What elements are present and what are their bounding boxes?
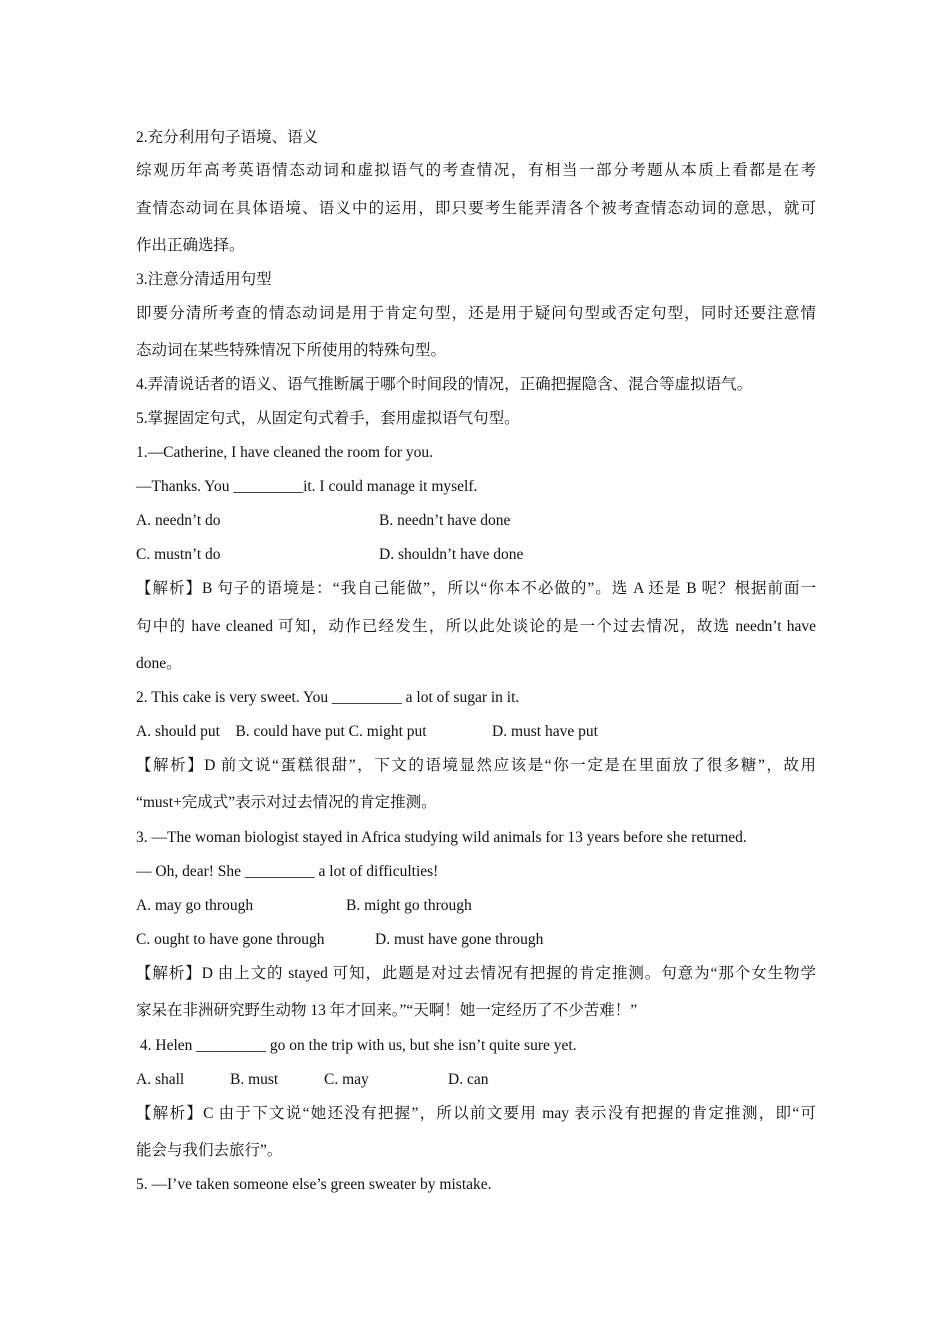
- question-4-explanation-line: 能会与我们去旅行”。: [136, 1142, 283, 1159]
- question-1-option-b: B. needn’t have done: [379, 512, 511, 529]
- tip-4: 4.弄清说话者的语义、语气推断属于哪个时间段的情况，正确把握隐含、混合等虚拟语气。: [136, 376, 753, 393]
- question-2-explanation-line: 【解析】D 前文说“蛋糕很甜”，下文的语境显然应该是“你一定是在里面放了很多糖”，故用: [136, 757, 816, 774]
- question-3-option-a: A. may go through: [136, 897, 254, 914]
- question-2-prompt: 2. This cake is very sweet. You _________ a lot of sugar in it.: [136, 689, 520, 706]
- tip-3-body-line: 态动词在某些特殊情况下所使用的特殊句型。: [136, 342, 447, 359]
- question-1-reply: —Thanks. You _________it. I could manage it myself.: [136, 478, 478, 495]
- question-3-prompt: 3. —The woman biologist stayed in Africa studying wild animals for 13 years before she returned.: [136, 829, 747, 846]
- question-3-reply: — Oh, dear! She _________ a lot of difficulties!: [136, 863, 439, 880]
- question-1-prompt: 1.—Catherine, I have cleaned the room for you.: [136, 444, 433, 461]
- question-3-explanation-line: 【解析】D 由上文的 stayed 可知，此题是对过去情况有把握的肯定推测。句意为“那个女生物学: [136, 965, 816, 982]
- question-1-option-d: D. shouldn’t have done: [379, 546, 524, 563]
- question-4-explanation-line: 【解析】C 由于下文说“她还没有把握”，所以前文要用 may 表示没有把握的肯定推测，即“可: [136, 1105, 816, 1122]
- question-4-option-d: D. can: [448, 1071, 489, 1088]
- question-1-option-c: C. mustn’t do: [136, 546, 221, 563]
- question-4-prompt: 4. Helen _________ go on the trip with us, but she isn’t quite sure yet.: [136, 1037, 577, 1054]
- question-1-option-a: A. needn’t do: [136, 512, 221, 529]
- tip-3-heading: 3.注意分清适用句型: [136, 271, 272, 288]
- question-5-prompt: 5. —I’ve taken someone else’s green sweater by mistake.: [136, 1176, 492, 1193]
- tip-2-body-line: 作出正确选择。: [136, 237, 245, 254]
- question-4-option-b: B. must: [230, 1071, 279, 1088]
- question-4-option-c: C. may: [324, 1071, 369, 1088]
- question-2-explanation-line: “must+完成式”表示对过去情况的肯定推测。: [136, 794, 437, 811]
- tip-2-heading: 2.充分利用句子语境、语义: [136, 129, 319, 146]
- tip-5: 5.掌握固定句式，从固定句式着手，套用虚拟语气句型。: [136, 410, 520, 427]
- question-3-option-b: B. might go through: [346, 897, 472, 914]
- tip-3-body-line: 即要分清所考查的情态动词是用于肯定句型，还是用于疑问句型或否定句型，同时还要注意情: [136, 305, 816, 322]
- question-1-explanation-line: 【解析】B 句子的语境是：“我自己能做”，所以“你本不必做的”。选 A 还是 B 呢？根据前面一: [136, 580, 816, 597]
- question-2-option-d: D. must have put: [492, 723, 598, 740]
- tip-2-body-line: 查情态动词在具体语境、语义中的运用，即只要考生能弄清各个被考查情态动词的意思，就可: [136, 200, 816, 217]
- question-3-explanation-line: 家呆在非洲研究野生动物 13 年才回来。”“天啊！她一定经历了不少苦难！”: [136, 1002, 638, 1019]
- question-1-explanation-line: 句中的 have cleaned 可知，动作已经发生，所以此处谈论的是一个过去情况，故选 needn’t have: [136, 618, 816, 635]
- question-4-option-a: A. shall: [136, 1071, 185, 1088]
- question-1-explanation-line: done。: [136, 655, 182, 672]
- question-3-option-c: C. ought to have gone through: [136, 931, 325, 948]
- question-3-option-d: D. must have gone through: [375, 931, 544, 948]
- question-2-options-abc: A. should put B. could have put C. might put: [136, 723, 427, 740]
- tip-2-body-line: 综观历年高考英语情态动词和虚拟语气的考查情况，有相当一部分考题从本质上看都是在考: [136, 162, 816, 179]
